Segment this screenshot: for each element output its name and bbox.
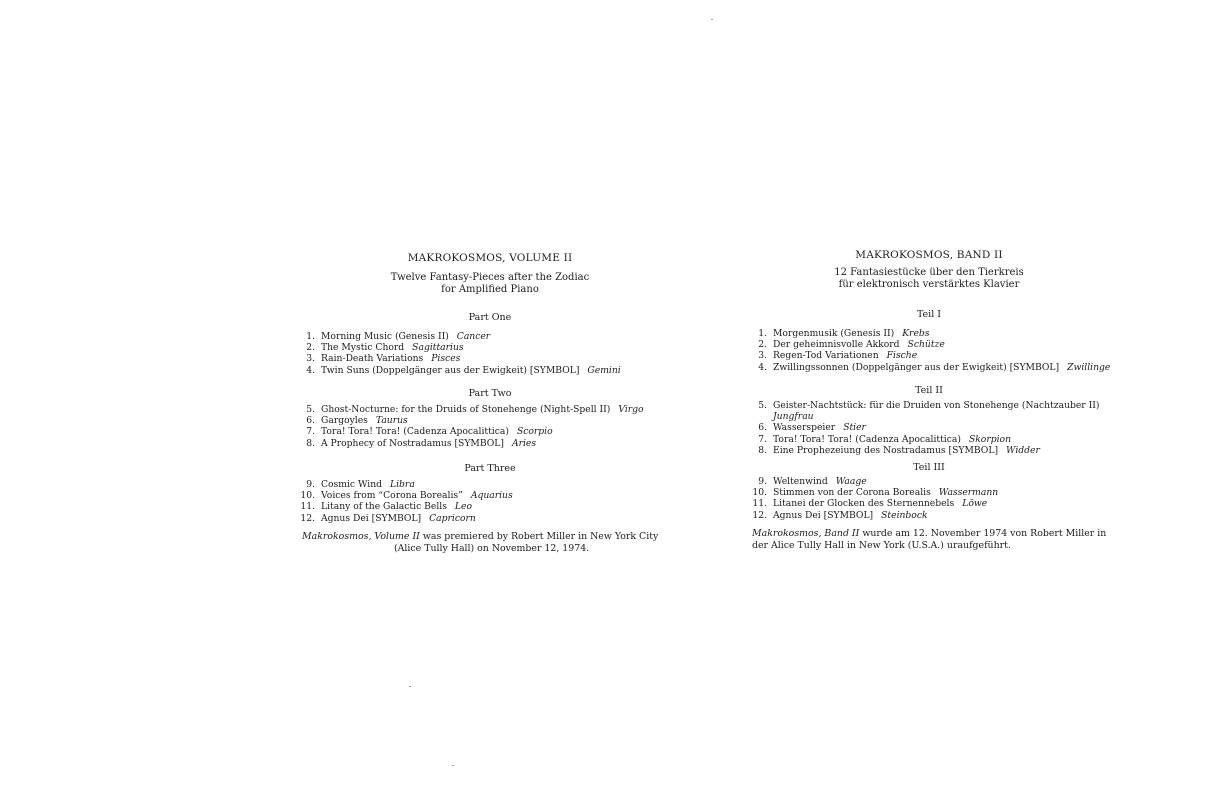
- german-teil-one-heading: Teil I: [916, 309, 942, 320]
- scan-speck: [409, 686, 411, 687]
- german-subtitle-line1: 12 Fantasiestücke über den Tierkreis: [834, 267, 1024, 278]
- list-item: 8. Eine Prophezeiung des Nostradamus [SYMBOL] Widder: [758, 444, 1040, 456]
- list-item: 11. Litanei der Glocken des Sternennebels Löwe: [752, 498, 988, 510]
- list-item: 1. Morgenmusik (Genesis II) Krebs: [758, 328, 930, 339]
- list-item: 10. Voices from “Corona Borealis” Aquarius: [300, 490, 513, 502]
- english-subtitle: [300, 272, 680, 296]
- list-item: 9. Cosmic Wind Libra: [306, 479, 415, 490]
- list-item: 7. Tora! Tora! Tora! (Cadenza Apocalittica) Skorpion: [758, 433, 1011, 445]
- german-premiere-line2: der Alice Tully Hall in New York (U.S.A.) uraufgeführt.: [752, 540, 1011, 551]
- german-subtitle-line2: für elektronisch verstärktes Klavier: [838, 279, 1020, 290]
- english-premiere-note: [302, 531, 682, 555]
- list-item: 3. Regen-Tod Variationen Fische: [758, 350, 918, 362]
- list-item: 3. Rain-Death Variations Pisces: [306, 353, 461, 365]
- english-part-three-heading: Part Three: [464, 463, 516, 474]
- work-title-italic: Makrokosmos, Volume II: [302, 531, 420, 542]
- german-teil-one-list: [752, 328, 1122, 373]
- list-item: 2. The Mystic Chord Sagittarius: [306, 342, 464, 354]
- german-title: MAKROKOSMOS, BAND II: [855, 249, 1003, 261]
- list-item: 5. Ghost-Nocturne: for the Druids of Stonehenge (Night-Spell II) Virgo: [306, 404, 644, 415]
- english-subtitle-line1: Twelve Fantasy-Pieces after the Zodiac: [390, 272, 590, 283]
- english-part-three-list: [300, 479, 680, 524]
- list-item: 12. Agnus Dei [SYMBOL] Capricorn: [300, 512, 476, 524]
- german-teil-two-heading: Teil II: [915, 385, 943, 396]
- premiere-text: was premiered by Robert Miller in New York City: [419, 531, 659, 542]
- scan-speck: [711, 19, 713, 20]
- english-part-two-list: [300, 404, 680, 449]
- list-item: 8. A Prophecy of Nostradamus [SYMBOL] Aries: [306, 437, 537, 449]
- english-premiere-line2: (Alice Tully Hall) on November 12, 1974.: [394, 543, 590, 554]
- list-item: 12. Agnus Dei [SYMBOL] Steinbock: [752, 509, 928, 521]
- german-premiere-note: [752, 528, 1122, 552]
- list-item: 1. Morning Music (Genesis II) Cancer: [306, 331, 491, 342]
- list-item: 6. Gargoyles Taurus: [306, 415, 408, 427]
- list-item: 4. Twin Suns (Doppelgänger aus der Ewigkeit) [SYMBOL] Gemini: [306, 364, 621, 376]
- list-item: 4. Zwillingssonnen (Doppelgänger aus der Ewigkeit) [SYMBOL] Zwillinge: [758, 361, 1111, 373]
- english-part-two-heading: Part Two: [468, 388, 512, 399]
- list-item: 10. Stimmen von der Corona Borealis Wassermann: [752, 487, 999, 499]
- english-part-one-list: [300, 331, 680, 376]
- english-title: MAKROKOSMOS, VOLUME II: [407, 252, 573, 264]
- list-item: 2. Der geheimnisvolle Akkord Schütze: [758, 339, 945, 351]
- german-subtitle: [744, 267, 1114, 291]
- german-premiere-line1: [752, 528, 1122, 540]
- list-item: 5. Geister-Nachtstück: für die Druiden von Stonehenge (Nachtzauber II) Jungfrau: [758, 400, 1100, 423]
- list-item: 7. Tora! Tora! Tora! (Cadenza Apocalittica) Scorpio: [306, 426, 553, 438]
- list-item: 9. Weltenwind Waage: [758, 476, 867, 487]
- english-subtitle-line2: for Amplified Piano: [441, 284, 539, 295]
- list-item: 6. Wasserspeier Stier: [758, 422, 866, 434]
- german-teil-three-list: [752, 476, 1122, 521]
- german-teil-two-list: [752, 400, 1122, 456]
- english-part-one-heading: Part One: [468, 312, 512, 323]
- work-title-italic: Makrokosmos, Band II: [752, 528, 860, 539]
- list-item: 11. Litany of the Galactic Bells Leo: [300, 501, 472, 513]
- premiere-text: wurde am 12. November 1974 von Robert Miller in: [859, 528, 1107, 539]
- scan-speck: [452, 765, 454, 766]
- german-teil-three-heading: Teil III: [913, 462, 945, 473]
- english-premiere-line1: [302, 531, 682, 543]
